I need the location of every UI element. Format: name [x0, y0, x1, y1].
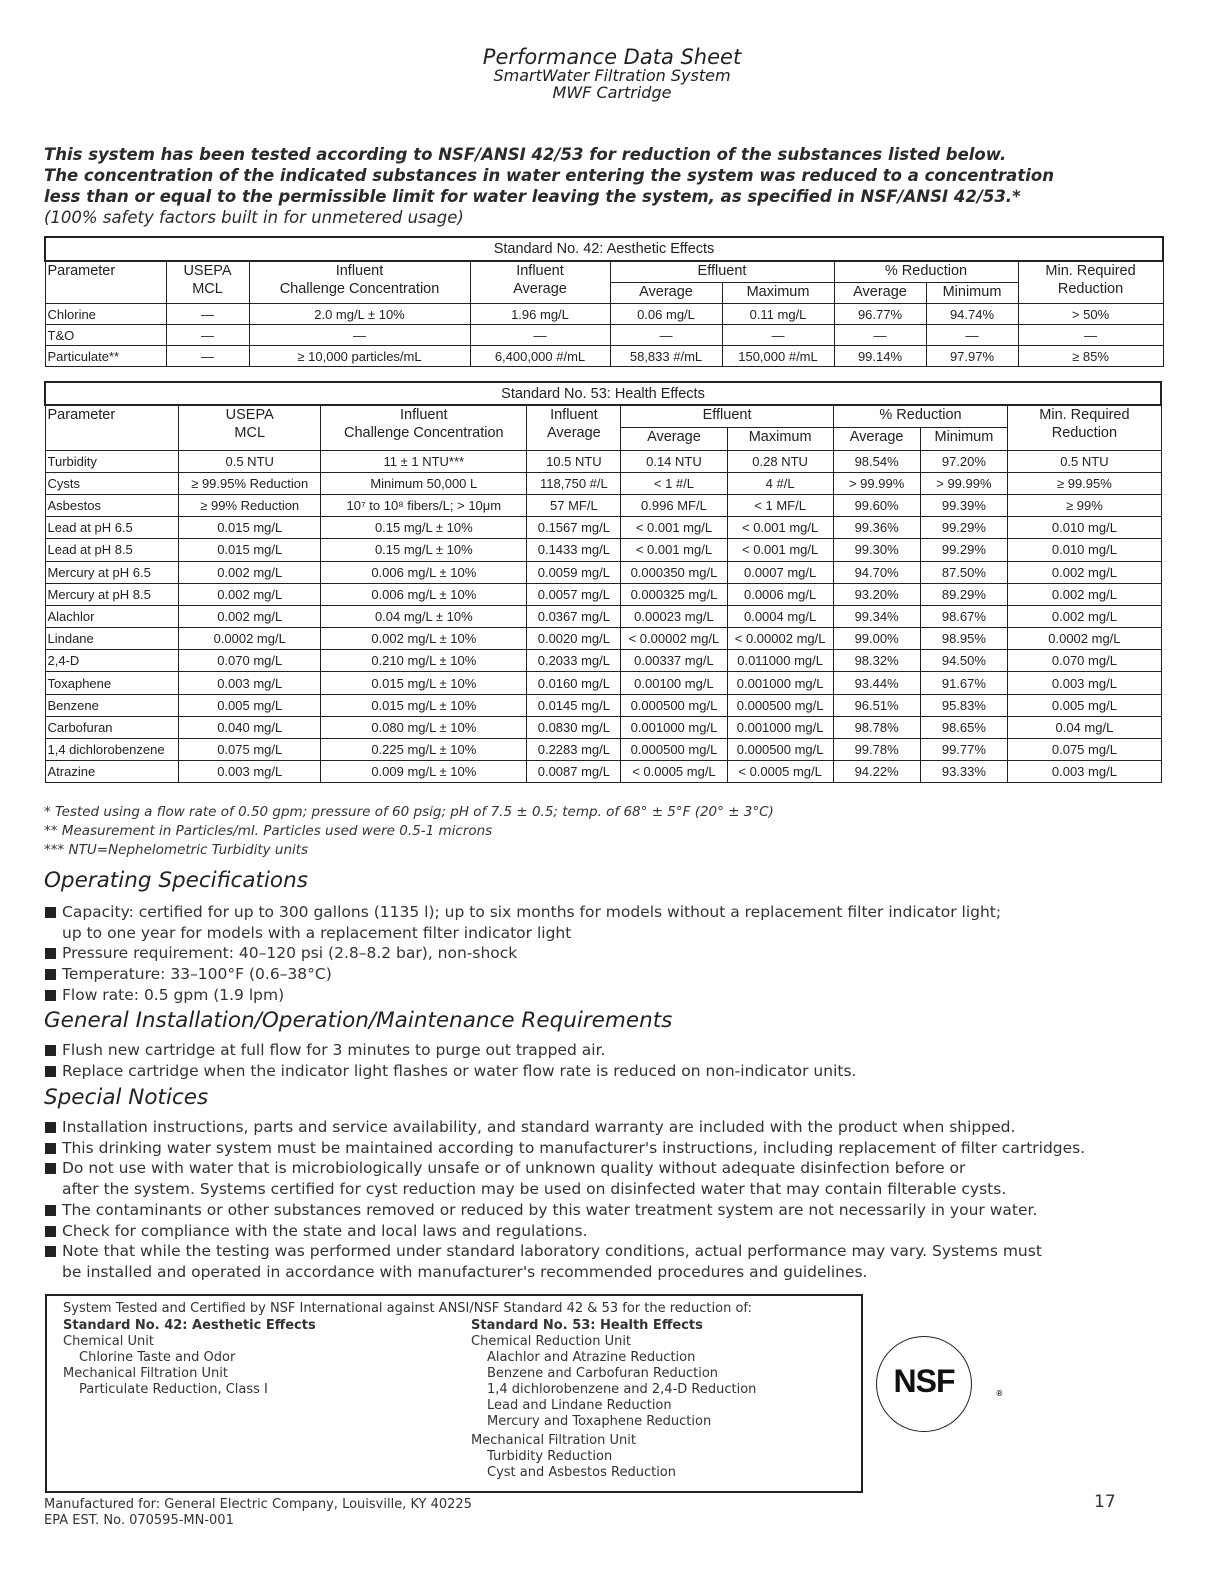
cell-influent-average: 0.1567 mg/L: [527, 517, 621, 539]
certification-standard-53: [471, 1318, 756, 1481]
cell-usepa-mcl: —: [166, 325, 249, 346]
cell-reduction-average: 98.32%: [833, 650, 920, 672]
cell-min-required: ≥ 99.95%: [1008, 472, 1161, 494]
cartridge-model: MWF Cartridge: [552, 82, 672, 102]
cell-reduction-minimum: 91.67%: [920, 672, 1008, 694]
cell-min-required: 0.0002 mg/L: [1008, 628, 1161, 650]
safety-factor-note: (100% safety factors built in for unmetered usage): [44, 208, 464, 227]
cell-effluent-average: 0.000500 mg/L: [621, 739, 727, 761]
bullet-square-icon: [45, 948, 56, 959]
footnote-particles: ** Measurement in Particles/ml. Particles used were 0.5-1 microns: [44, 823, 493, 839]
cell-reduction-average: 98.78%: [833, 716, 920, 738]
cell-effluent-maximum: < 0.001 mg/L: [727, 539, 833, 561]
cell-effluent-average: 0.000325 mg/L: [621, 583, 727, 605]
cell-effluent-maximum: 0.000500 mg/L: [727, 739, 833, 761]
cell-effluent-average: < 0.001 mg/L: [621, 517, 727, 539]
cell-effluent-average: 0.000500 mg/L: [621, 694, 727, 716]
cell-effluent-average: < 0.0005 mg/L: [621, 761, 727, 783]
header-min-required: Min. Required Reduction: [1018, 261, 1163, 304]
list-item-continuation: up to one year for models with a replacement filter indicator light: [62, 923, 572, 942]
cell-influent-average: 0.2283 mg/L: [527, 739, 621, 761]
cert-item: Lead and Lindane Reduction: [487, 1398, 672, 1413]
cell-reduction-average: 98.54%: [833, 450, 920, 472]
header-usepa-mcl: USEPA MCL: [166, 261, 249, 304]
table-row: [45, 517, 1161, 539]
health-table-body: [45, 450, 1161, 783]
cell-parameter: T&O: [45, 325, 166, 346]
cell-reduction-average: 99.36%: [833, 517, 920, 539]
aesthetic-effects-table: [44, 236, 1164, 367]
cell-reduction-minimum: 98.95%: [920, 628, 1008, 650]
nsf-logo: [876, 1336, 1002, 1432]
cell-reduction-minimum: 94.74%: [926, 304, 1018, 325]
cell-reduction-minimum: 98.65%: [920, 716, 1008, 738]
bullet-square-icon: [45, 1143, 56, 1154]
cell-min-required: ≥ 99%: [1008, 494, 1161, 516]
table-row: [45, 346, 1163, 367]
bullet-square-icon: [45, 907, 56, 918]
header-reduction-average: Average: [834, 283, 926, 304]
cell-effluent-maximum: 0.011000 mg/L: [727, 650, 833, 672]
cell-parameter: Chlorine: [45, 304, 166, 325]
cell-parameter: Particulate**: [45, 346, 166, 367]
cell-influent-average: 0.0367 mg/L: [527, 605, 621, 627]
cell-influent-challenge: 0.04 mg/L ± 10%: [321, 605, 527, 627]
cell-reduction-minimum: 93.33%: [920, 761, 1008, 783]
operating-specifications-list: [44, 902, 1194, 1006]
cell-reduction-minimum: 89.29%: [920, 583, 1008, 605]
table-row: [45, 304, 1163, 325]
cert-item: Chlorine Taste and Odor: [79, 1350, 236, 1365]
cell-influent-average: 6,400,000 #/mL: [470, 346, 610, 367]
table-row: [45, 561, 1161, 583]
cell-usepa-mcl: ≥ 99.95% Reduction: [179, 472, 321, 494]
cell-influent-challenge: 0.15 mg/L ± 10%: [321, 539, 527, 561]
cell-min-required: 0.5 NTU: [1008, 450, 1161, 472]
cert-item: Chemical Reduction Unit: [471, 1334, 632, 1349]
cell-parameter: 1,4 dichlorobenzene: [45, 739, 179, 761]
cell-effluent-average: < 0.001 mg/L: [621, 539, 727, 561]
cell-influent-challenge: 0.080 mg/L ± 10%: [321, 716, 527, 738]
cell-influent-challenge: 0.015 mg/L ± 10%: [321, 694, 527, 716]
cell-effluent-maximum: 0.001000 mg/L: [727, 716, 833, 738]
aesthetic-table-body: [45, 304, 1163, 367]
cell-usepa-mcl: ≥ 99% Reduction: [179, 494, 321, 516]
cell-reduction-average: 94.70%: [833, 561, 920, 583]
registered-mark: ®: [996, 1389, 1002, 1398]
cell-effluent-average: 58,833 #/mL: [610, 346, 722, 367]
cell-effluent-maximum: 0.001000 mg/L: [727, 672, 833, 694]
page-subtitle: SmartWater Filtration System: [493, 66, 731, 86]
cell-influent-challenge: 0.225 mg/L ± 10%: [321, 739, 527, 761]
cert-item: Mercury and Toxaphene Reduction: [487, 1414, 712, 1429]
cell-influent-challenge: 11 ± 1 NTU***: [321, 450, 527, 472]
cell-effluent-average: < 1 #/L: [621, 472, 727, 494]
cell-usepa-mcl: —: [166, 346, 249, 367]
cell-influent-challenge: —: [249, 325, 470, 346]
cell-influent-challenge: ≥ 10,000 particles/mL: [249, 346, 470, 367]
header-effluent-average: Average: [610, 283, 722, 304]
table-footnotes: [44, 803, 774, 860]
cell-effluent-average: 0.06 mg/L: [610, 304, 722, 325]
cell-influent-challenge: 2.0 mg/L ± 10%: [249, 304, 470, 325]
cell-reduction-average: > 99.99%: [833, 472, 920, 494]
certification-standard-42: [63, 1318, 316, 1398]
cell-min-required: 0.010 mg/L: [1008, 517, 1161, 539]
cert-item: 1,4 dichlorobenzene and 2,4-D Reduction: [487, 1382, 757, 1397]
page-title: Performance Data Sheet: [482, 45, 742, 69]
cell-min-required: 0.04 mg/L: [1008, 716, 1161, 738]
cell-min-required: —: [1018, 325, 1163, 346]
cell-effluent-maximum: < 0.00002 mg/L: [727, 628, 833, 650]
cell-reduction-minimum: 98.67%: [920, 605, 1008, 627]
general-requirements-list: [44, 1040, 1194, 1081]
cert-item: Particulate Reduction, Class I: [79, 1382, 268, 1397]
cell-reduction-minimum: 99.77%: [920, 739, 1008, 761]
cell-influent-challenge: 0.002 mg/L ± 10%: [321, 628, 527, 650]
cell-effluent-average: 0.00023 mg/L: [621, 605, 727, 627]
bullet-square-icon: [45, 990, 56, 1001]
cell-usepa-mcl: 0.015 mg/L: [179, 517, 321, 539]
cell-influent-average: 57 MF/L: [527, 494, 621, 516]
cell-influent-challenge: 0.015 mg/L ± 10%: [321, 672, 527, 694]
cell-usepa-mcl: 0.002 mg/L: [179, 605, 321, 627]
cell-parameter: 2,4-D: [45, 650, 179, 672]
table-caption-row: [45, 237, 1163, 261]
header-influent-challenge: Influent Challenge Concentration: [321, 405, 527, 450]
cell-min-required: ≥ 85%: [1018, 346, 1163, 367]
list-item-continuation: after the system. Systems certified for cyst reduction may be used on disinfected water that may contain filterable cysts.: [62, 1180, 1007, 1199]
manufacturer-footer: [44, 1497, 472, 1529]
manufacturer-line: Manufactured for: General Electric Company, Louisville, KY 40225: [44, 1497, 472, 1512]
cell-influent-average: —: [470, 325, 610, 346]
page-number: 17: [1094, 1492, 1116, 1512]
header-effluent-average: Average: [621, 428, 727, 450]
cell-parameter: Alachlor: [45, 605, 179, 627]
cell-reduction-minimum: 87.50%: [920, 561, 1008, 583]
table-row: [45, 650, 1161, 672]
cell-influent-average: 0.0145 mg/L: [527, 694, 621, 716]
cell-effluent-maximum: 0.28 NTU: [727, 450, 833, 472]
list-item: Installation instructions, parts and service availability, and standard warranty are included with the product when shipped.: [44, 1117, 1194, 1138]
cell-influent-average: 118,750 #/L: [527, 472, 621, 494]
epa-establishment-number: EPA EST. No. 070595-MN-001: [44, 1513, 234, 1528]
cell-effluent-average: 0.996 MF/L: [621, 494, 727, 516]
cell-influent-average: 0.0830 mg/L: [527, 716, 621, 738]
cell-effluent-average: 0.001000 mg/L: [621, 716, 727, 738]
header-parameter: Parameter: [45, 405, 179, 450]
list-item: Capacity: certified for up to 300 gallons (1135 l); up to six months for models without a replacement filter indicator light;: [44, 902, 1194, 923]
cell-influent-average: 0.0087 mg/L: [527, 761, 621, 783]
header-reduction-average: Average: [833, 428, 920, 450]
cell-parameter: Cysts: [45, 472, 179, 494]
certification-box: [45, 1294, 863, 1493]
cell-parameter: Turbidity: [45, 450, 179, 472]
header-influent-average: Influent Average: [470, 261, 610, 304]
cell-parameter: Lead at pH 8.5: [45, 539, 179, 561]
footnote-test-conditions: * Tested using a flow rate of 0.50 gpm; pressure of 60 psig; pH of 7.5 ± 0.5; temp. of 68° ± 5°F (20° ± 3°C): [44, 804, 774, 820]
cell-effluent-maximum: 0.000500 mg/L: [727, 694, 833, 716]
cell-effluent-average: 0.00337 mg/L: [621, 650, 727, 672]
cell-parameter: Mercury at pH 6.5: [45, 561, 179, 583]
cell-min-required: 0.003 mg/L: [1008, 672, 1161, 694]
bullet-square-icon: [45, 969, 56, 980]
table-row: [45, 694, 1161, 716]
cell-min-required: 0.002 mg/L: [1008, 605, 1161, 627]
intro-line-1: This system has been tested according to NSF/ANSI 42/53 for reduction of the substances listed below.: [44, 145, 1007, 164]
cell-influent-average: 0.1433 mg/L: [527, 539, 621, 561]
cell-usepa-mcl: 0.003 mg/L: [179, 672, 321, 694]
cell-reduction-average: 99.34%: [833, 605, 920, 627]
cell-effluent-maximum: < 0.001 mg/L: [727, 517, 833, 539]
cell-influent-challenge: 10⁷ to 10⁸ fibers/L; > 10μm: [321, 494, 527, 516]
standard-42-heading: Standard No. 42: Aesthetic Effects: [63, 1318, 316, 1333]
cell-effluent-maximum: —: [722, 325, 834, 346]
list-item: Pressure requirement: 40–120 psi (2.8–8.2 bar), non-shock: [44, 943, 1194, 964]
table-caption: Standard No. 42: Aesthetic Effects: [45, 237, 1163, 261]
list-item: Do not use with water that is microbiologically unsafe or of unknown quality without adequate disinfection before or: [44, 1158, 1194, 1179]
cell-min-required: 0.005 mg/L: [1008, 694, 1161, 716]
bullet-square-icon: [45, 1205, 56, 1216]
list-item: Temperature: 33–100°F (0.6–38°C): [44, 964, 1194, 985]
cell-influent-challenge: Minimum 50,000 L: [321, 472, 527, 494]
cell-usepa-mcl: 0.002 mg/L: [179, 583, 321, 605]
table-row: [45, 605, 1161, 627]
cell-min-required: 0.075 mg/L: [1008, 739, 1161, 761]
header-effluent: Effluent: [621, 405, 833, 428]
health-effects-table: [44, 381, 1162, 783]
cell-influent-challenge: 0.210 mg/L ± 10%: [321, 650, 527, 672]
list-item: Note that while the testing was performed under standard laboratory conditions, actual performance may vary. Systems must: [44, 1241, 1194, 1262]
cert-item: Benzene and Carbofuran Reduction: [487, 1366, 719, 1381]
cell-min-required: 0.003 mg/L: [1008, 761, 1161, 783]
cell-effluent-maximum: 0.0007 mg/L: [727, 561, 833, 583]
cell-usepa-mcl: 0.005 mg/L: [179, 694, 321, 716]
general-requirements-heading: General Installation/Operation/Maintenance Requirements: [44, 1008, 673, 1033]
cell-reduction-minimum: > 99.99%: [920, 472, 1008, 494]
table-row: [45, 628, 1161, 650]
cell-effluent-maximum: < 0.0005 mg/L: [727, 761, 833, 783]
cell-parameter: Benzene: [45, 694, 179, 716]
cert-item: Cyst and Asbestos Reduction: [487, 1465, 676, 1480]
cert-item: Mechanical Filtration Unit: [471, 1433, 636, 1448]
list-item: The contaminants or other substances removed or reduced by this water treatment system are not necessarily in your water.: [44, 1200, 1194, 1221]
cell-influent-average: 0.0059 mg/L: [527, 561, 621, 583]
cell-reduction-average: 99.00%: [833, 628, 920, 650]
cell-usepa-mcl: 0.075 mg/L: [179, 739, 321, 761]
header-influent-average: Influent Average: [527, 405, 621, 450]
table-row: [45, 672, 1161, 694]
cell-min-required: 0.070 mg/L: [1008, 650, 1161, 672]
table-row: [45, 761, 1161, 783]
cell-parameter: Lindane: [45, 628, 179, 650]
cell-parameter: Toxaphene: [45, 672, 179, 694]
cell-reduction-average: 99.60%: [833, 494, 920, 516]
bullet-square-icon: [45, 1226, 56, 1237]
cell-effluent-average: 0.14 NTU: [621, 450, 727, 472]
cell-effluent-average: 0.000350 mg/L: [621, 561, 727, 583]
cell-effluent-maximum: 0.0004 mg/L: [727, 605, 833, 627]
header-min-required: Min. Required Reduction: [1008, 405, 1161, 450]
header-influent-challenge: Influent Challenge Concentration: [249, 261, 470, 304]
cell-usepa-mcl: 0.015 mg/L: [179, 539, 321, 561]
table-row: [45, 539, 1161, 561]
cert-item: Chemical Unit: [63, 1334, 154, 1349]
table-caption-row: [45, 382, 1161, 405]
special-notices-list: [44, 1117, 1194, 1283]
intro-line-2: The concentration of the indicated substances in water entering the system was reduced to a concentration: [44, 166, 1054, 185]
footnote-ntu: *** NTU=Nephelometric Turbidity units: [44, 842, 309, 858]
cell-parameter: Carbofuran: [45, 716, 179, 738]
bullet-square-icon: [45, 1122, 56, 1133]
cell-reduction-minimum: —: [926, 325, 1018, 346]
header-usepa-mcl: USEPA MCL: [179, 405, 321, 450]
cell-influent-challenge: 0.15 mg/L ± 10%: [321, 517, 527, 539]
table-row: [45, 325, 1163, 346]
cell-influent-challenge: 0.006 mg/L ± 10%: [321, 583, 527, 605]
cell-reduction-minimum: 94.50%: [920, 650, 1008, 672]
cell-reduction-minimum: 99.39%: [920, 494, 1008, 516]
cell-min-required: 0.002 mg/L: [1008, 583, 1161, 605]
table-row: [45, 716, 1161, 738]
cell-influent-average: 0.0057 mg/L: [527, 583, 621, 605]
list-item: Replace cartridge when the indicator light flashes or water flow rate is reduced on non-indicator units.: [44, 1061, 1194, 1082]
cell-usepa-mcl: —: [166, 304, 249, 325]
cell-influent-average: 10.5 NTU: [527, 450, 621, 472]
cell-parameter: Asbestos: [45, 494, 179, 516]
certification-intro: System Tested and Certified by NSF International against ANSI/NSF Standard 42 & 53 for the reduction of:: [63, 1301, 752, 1316]
table-row: [45, 494, 1161, 516]
page-header: [0, 46, 1224, 102]
operating-specifications-heading: Operating Specifications: [44, 868, 308, 893]
cell-min-required: 0.002 mg/L: [1008, 561, 1161, 583]
bullet-square-icon: [45, 1066, 56, 1077]
cert-item: Alachlor and Atrazine Reduction: [487, 1350, 696, 1365]
cell-usepa-mcl: 0.040 mg/L: [179, 716, 321, 738]
table-row: [45, 472, 1161, 494]
cell-effluent-average: —: [610, 325, 722, 346]
intro-statement: [44, 144, 1184, 228]
cell-reduction-average: 93.44%: [833, 672, 920, 694]
cell-influent-average: 1.96 mg/L: [470, 304, 610, 325]
cell-effluent-maximum: 150,000 #/mL: [722, 346, 834, 367]
intro-line-3: less than or equal to the permissible limit for water leaving the system, as specified in NSF/ANSI 42/53.*: [44, 187, 1021, 206]
standard-53-heading: Standard No. 53: Health Effects: [471, 1318, 703, 1333]
bullet-square-icon: [45, 1246, 56, 1257]
cell-usepa-mcl: 0.002 mg/L: [179, 561, 321, 583]
cell-reduction-average: 96.77%: [834, 304, 926, 325]
header-effluent-maximum: Maximum: [727, 428, 833, 450]
cell-usepa-mcl: 0.5 NTU: [179, 450, 321, 472]
cell-min-required: 0.010 mg/L: [1008, 539, 1161, 561]
header-reduction-minimum: Minimum: [926, 283, 1018, 304]
table-row: [45, 450, 1161, 472]
cell-usepa-mcl: 0.070 mg/L: [179, 650, 321, 672]
nsf-logo-text: NSF: [893, 1363, 955, 1399]
cell-effluent-maximum: 4 #/L: [727, 472, 833, 494]
header-reduction: % Reduction: [833, 405, 1008, 428]
cell-usepa-mcl: 0.0002 mg/L: [179, 628, 321, 650]
header-reduction-minimum: Minimum: [920, 428, 1008, 450]
cell-reduction-average: 99.14%: [834, 346, 926, 367]
cell-reduction-minimum: 95.83%: [920, 694, 1008, 716]
cell-influent-challenge: 0.006 mg/L ± 10%: [321, 561, 527, 583]
table-header-row: [45, 405, 1161, 428]
list-item: Flow rate: 0.5 gpm (1.9 lpm): [44, 985, 1194, 1006]
cell-effluent-maximum: 0.11 mg/L: [722, 304, 834, 325]
cell-usepa-mcl: 0.003 mg/L: [179, 761, 321, 783]
cell-influent-average: 0.0160 mg/L: [527, 672, 621, 694]
header-effluent-maximum: Maximum: [722, 283, 834, 304]
header-reduction: % Reduction: [834, 261, 1018, 283]
table-header-row: [45, 261, 1163, 283]
cert-item: Mechanical Filtration Unit: [63, 1366, 228, 1381]
list-item: Flush new cartridge at full flow for 3 minutes to purge out trapped air.: [44, 1040, 1194, 1061]
cell-reduction-minimum: 97.20%: [920, 450, 1008, 472]
cell-reduction-average: 94.22%: [833, 761, 920, 783]
cell-influent-average: 0.2033 mg/L: [527, 650, 621, 672]
table-caption: Standard No. 53: Health Effects: [45, 382, 1161, 405]
table-row: [45, 583, 1161, 605]
cell-reduction-minimum: 99.29%: [920, 517, 1008, 539]
cell-effluent-average: 0.00100 mg/L: [621, 672, 727, 694]
bullet-square-icon: [45, 1163, 56, 1174]
cell-reduction-average: 99.30%: [833, 539, 920, 561]
cell-parameter: Mercury at pH 8.5: [45, 583, 179, 605]
list-item: Check for compliance with the state and local laws and regulations.: [44, 1221, 1194, 1242]
table-row: [45, 739, 1161, 761]
cell-reduction-average: 93.20%: [833, 583, 920, 605]
cell-reduction-average: 96.51%: [833, 694, 920, 716]
header-parameter: Parameter: [45, 261, 166, 304]
bullet-square-icon: [45, 1045, 56, 1056]
cell-reduction-average: —: [834, 325, 926, 346]
list-item-continuation: be installed and operated in accordance with manufacturer's recommended procedures and guidelines.: [62, 1262, 868, 1281]
cell-effluent-maximum: < 1 MF/L: [727, 494, 833, 516]
cell-parameter: Lead at pH 6.5: [45, 517, 179, 539]
cell-parameter: Atrazine: [45, 761, 179, 783]
cert-item: Turbidity Reduction: [487, 1449, 613, 1464]
cell-influent-challenge: 0.009 mg/L ± 10%: [321, 761, 527, 783]
cell-reduction-minimum: 97.97%: [926, 346, 1018, 367]
cell-reduction-average: 99.78%: [833, 739, 920, 761]
special-notices-heading: Special Notices: [44, 1085, 209, 1110]
cell-influent-average: 0.0020 mg/L: [527, 628, 621, 650]
cell-effluent-average: < 0.00002 mg/L: [621, 628, 727, 650]
header-effluent: Effluent: [610, 261, 834, 283]
cell-reduction-minimum: 99.29%: [920, 539, 1008, 561]
cell-effluent-maximum: 0.0006 mg/L: [727, 583, 833, 605]
list-item: This drinking water system must be maintained according to manufacturer's instructions, including replacement of filter cartridges.: [44, 1138, 1194, 1159]
cell-min-required: > 50%: [1018, 304, 1163, 325]
